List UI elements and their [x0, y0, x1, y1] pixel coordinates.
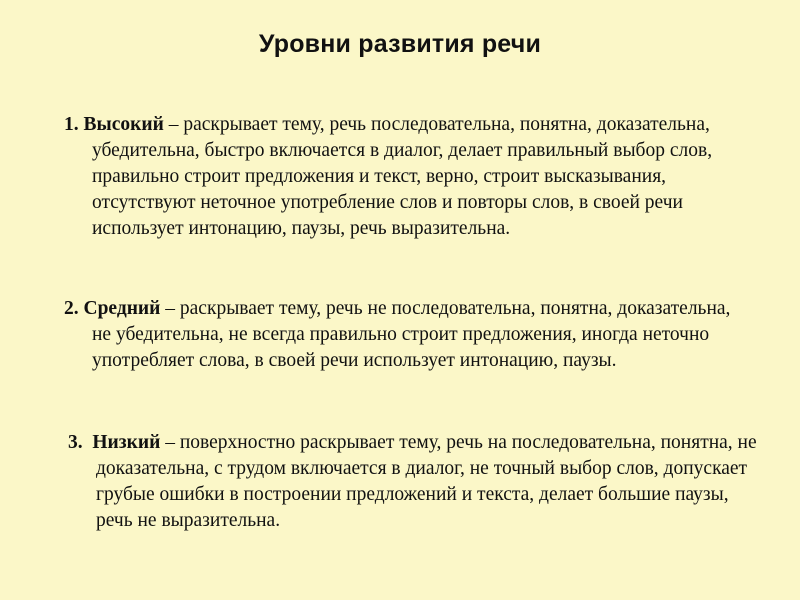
- level-number: 3.: [68, 432, 83, 453]
- level-number: 1.: [64, 114, 79, 135]
- level-high-item: [64, 112, 744, 242]
- level-description: – раскрывает тему, речь не последовательна, понятна, доказательна, не убедительна, не всегда правильно строит предложения, иногда неточно употребляет слова, в своей речи использует интонацию, паузы.: [92, 298, 731, 371]
- level-low-item: [68, 430, 758, 534]
- level-name: Низкий: [92, 432, 161, 453]
- level-name: Средний: [83, 298, 161, 319]
- level-medium-item: [64, 296, 744, 374]
- level-description: – раскрывает тему, речь последовательна, понятна, доказательна, убедительна, быстро включается в диалог, делает правильный выбор слов, правильно строит предложения и текст, верно, строит высказывания, отсутствуют неточное употребление слов и повторы слов, в своей речи использует интонацию, паузы, речь выразительна.: [92, 114, 713, 239]
- level-description: – поверхностно раскрывает тему, речь на последовательна, понятна, не доказательна, с трудом включается в диалог, не точный выбор слов, допускает грубые ошибки в построении предложений и текста, делает большие паузы, речь не выразительна.: [96, 432, 757, 531]
- slide-title: Уровни развития речи: [258, 30, 542, 58]
- level-number: 2.: [64, 298, 79, 319]
- level-name: Высокий: [83, 114, 164, 135]
